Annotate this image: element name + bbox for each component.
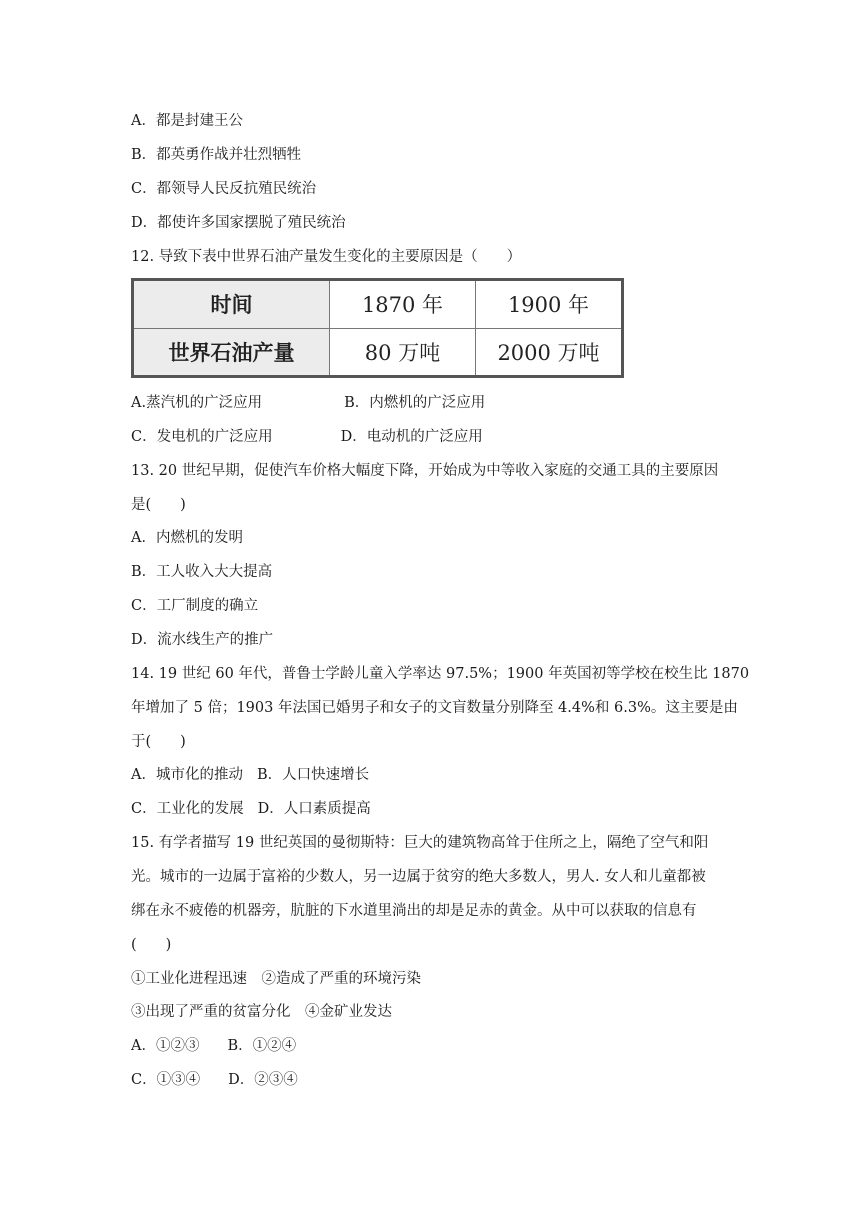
q15-options-row-1 [131, 1036, 740, 1056]
q12-option-c: C．发电机的广泛应用 [131, 429, 273, 445]
q12-stem: 12. 导致下表中世界石油产量发生变化的主要原因是（ ） [131, 249, 522, 265]
q15-options-row-2 [131, 1070, 740, 1090]
q15-option-c: C．①③④ [131, 1072, 201, 1088]
q14-option-a: A．城市化的推动 [131, 767, 243, 783]
q11-option-b: B．都英勇作战并壮烈牺牲 [131, 147, 302, 163]
q14-option-b: B．人口快速增长 [256, 767, 370, 783]
table-header-cell: 世界石油产量 [133, 328, 330, 377]
q13-option-d: D．流水线生产的推广 [131, 632, 274, 648]
table-cell: 2000 万吨 [476, 328, 623, 377]
q14-stem-line-2: 年增加了 5 倍；1903 年法国已婚男子和女子的文盲数量分别降至 4.4%和 6.3%。这主要是由 [131, 700, 738, 716]
q13-option-b: B．工人收入大大提高 [131, 564, 273, 580]
q15-option-a: A．①②③ [131, 1038, 200, 1054]
q14-option-d: D．人口素质提高 [257, 801, 371, 817]
q14-option-c: C．工业化的发展 [131, 801, 244, 817]
table-header-cell: 时间 [133, 280, 330, 329]
q12-options-row-1 [131, 393, 740, 413]
q13-stem-line-1: 13. 20 世纪早期，促使汽车价格大幅度下降，开始成为中等收入家庭的交通工具的主要原因 [131, 463, 719, 479]
q14-stem-line-1: 14. 19 世纪 60 年代，普鲁士学龄儿童入学率达 97.5%；1900 年英国初等学校在校生比 1870 [131, 666, 750, 682]
q15-stem-line-3: 绑在永不疲倦的机器旁，肮脏的下水道里淌出的却是足赤的黄金。从中可以获取的信息有 [131, 903, 697, 919]
q14-options-row-1 [131, 765, 740, 785]
table-row [133, 328, 623, 377]
q11-option-c: C．都领导人民反抗殖民统治 [131, 181, 317, 197]
q12-option-a: A.蒸汽机的广泛应用 [131, 395, 263, 411]
q12-option-b: B．内燃机的广泛应用 [344, 395, 486, 411]
q11-option-a: A．都是封建王公 [131, 113, 243, 129]
table-row [133, 280, 623, 329]
q14-stem-line-3: 于( ) [131, 734, 186, 750]
table-cell: 80 万吨 [330, 328, 476, 377]
q13-stem-line-2: 是( ) [131, 497, 186, 513]
table-cell: 1870 年 [330, 280, 476, 329]
oil-production-table [131, 278, 624, 378]
q12-options-row-2 [131, 427, 740, 447]
q15-items-line-1: ①工业化进程迅速 ②造成了严重的环境污染 [131, 971, 421, 987]
q12-option-d: D．电动机的广泛应用 [340, 429, 483, 445]
q13-option-c: C．工厂制度的确立 [131, 598, 259, 614]
q11-option-d: D．都使许多国家摆脱了殖民统治 [131, 215, 346, 231]
q15-option-d: D．②③④ [228, 1072, 298, 1088]
q15-stem-line-2: 光。城市的一边属于富裕的少数人，另一边属于贫穷的绝大多数人，男人. 女人和儿童都被 [131, 869, 706, 885]
q15-option-b: B．①②④ [227, 1038, 297, 1054]
q15-items-line-2: ③出现了严重的贫富分化 ④金矿业发达 [131, 1004, 392, 1020]
table-cell: 1900 年 [476, 280, 623, 329]
q15-stem-line-4: ( ) [131, 937, 172, 953]
q13-option-a: A．内燃机的发明 [131, 530, 243, 546]
q15-stem-line-1: 15. 有学者描写 19 世纪英国的曼彻斯特：巨大的建筑物高耸于住所之上，隔绝了空气和阳 [131, 835, 709, 851]
q14-options-row-2 [131, 799, 740, 819]
